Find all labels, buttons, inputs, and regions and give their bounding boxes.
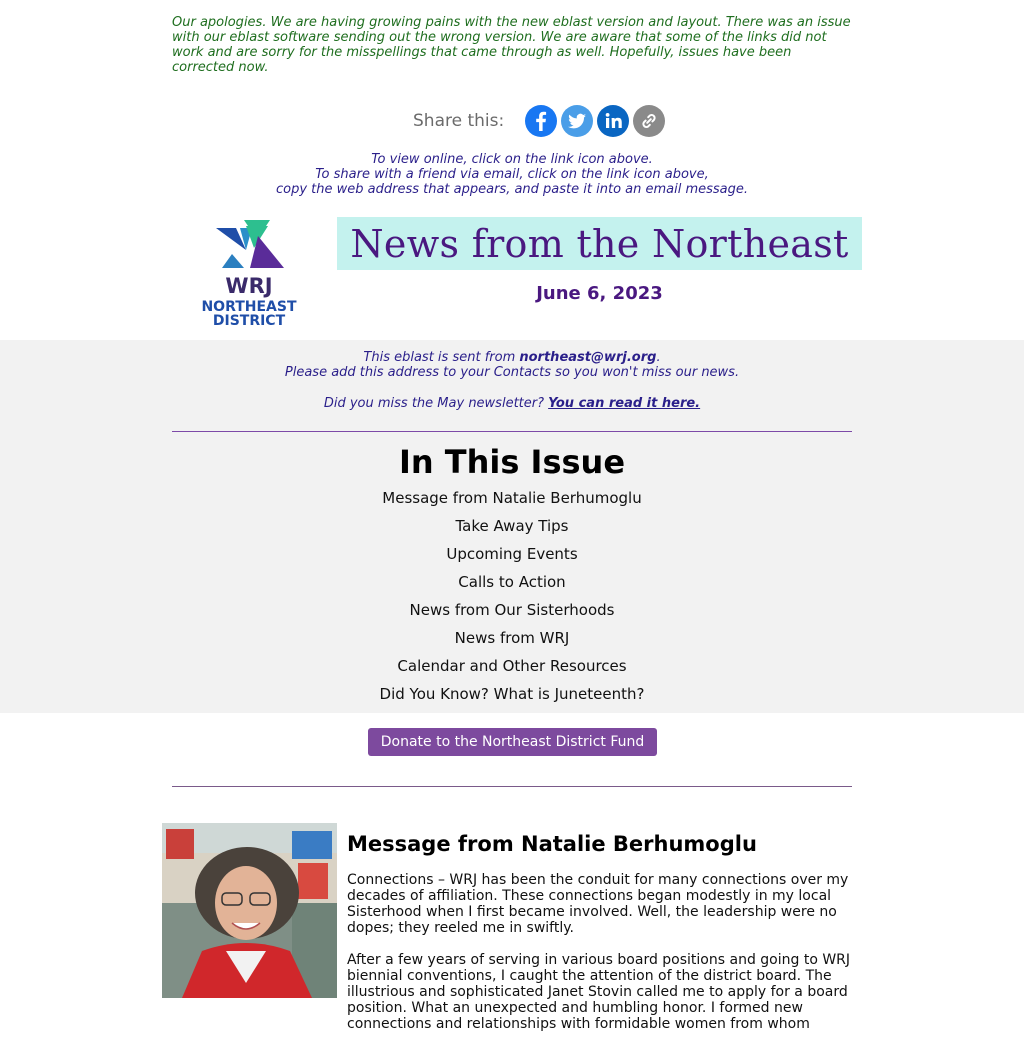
copy-link-button[interactable] xyxy=(633,105,665,137)
twitter-icon xyxy=(561,105,593,137)
link-icon xyxy=(633,105,665,137)
share-label: Share this: xyxy=(413,111,505,131)
toc-link[interactable]: Upcoming Events xyxy=(446,545,578,563)
facebook-icon xyxy=(525,105,557,137)
instruction-line: To view online, click on the link icon above. xyxy=(371,152,653,167)
logo-text-northeast: NORTHEAST xyxy=(201,299,297,315)
toc-link[interactable]: Calls to Action xyxy=(458,573,566,591)
author-photo xyxy=(162,823,337,998)
toc-link[interactable]: Calendar and Other Resources xyxy=(397,657,627,675)
sender-notice xyxy=(172,350,852,411)
toc-heading: In This Issue xyxy=(398,443,626,481)
logo-text-wrj: WRJ xyxy=(225,274,273,298)
instruction-line: copy the web address that appears, and paste it into an email message. xyxy=(275,182,749,197)
toc-link[interactable]: Did You Know? What is Juneteenth? xyxy=(379,685,645,703)
notice-prefix: This eblast is sent from xyxy=(363,350,520,365)
notice-line2: Please add this address to your Contacts so you won't miss our news. xyxy=(284,365,740,380)
message-heading: Message from Natalie Berhumoglu xyxy=(347,832,757,856)
linkedin-share-button[interactable] xyxy=(597,105,629,137)
wrj-logo xyxy=(188,214,312,330)
twitter-share-button[interactable] xyxy=(561,105,593,137)
share-instructions xyxy=(172,152,852,197)
may-newsletter-link[interactable]: You can read it here. xyxy=(548,396,701,411)
table-of-contents xyxy=(172,487,852,711)
share-bar xyxy=(413,104,669,138)
divider xyxy=(172,431,852,432)
facebook-share-button[interactable] xyxy=(525,105,557,137)
message-paragraph: Connections – WRJ has been the conduit for many connections over my decades of affiliation. These connections began modestly in my local Sisterhood when I first became involved. Well, the leadership were no dopes; they reeled me in swiftly. xyxy=(347,872,849,936)
newsletter-date: June 6, 2023 xyxy=(536,283,663,304)
message-paragraph: After a few years of serving in various board positions and going to WRJ biennial conventions, I caught the attention of the district board. The illustrious and sophisticated Janet Stovin called me to apply for a board position. What an unexpected and humbling honor. I formed new connections and relationships with formidable women from whom xyxy=(347,952,851,1032)
divider xyxy=(172,786,852,787)
missed-prefix: Did you miss the May newsletter? xyxy=(323,396,549,411)
notice-suffix: . xyxy=(656,350,661,365)
logo-text-district: DISTRICT xyxy=(212,313,286,329)
linkedin-icon xyxy=(597,105,629,137)
toc-link[interactable]: Message from Natalie Berhumoglu xyxy=(382,489,642,507)
newsletter-banner xyxy=(337,217,862,270)
toc-link[interactable]: News from WRJ xyxy=(454,629,570,647)
toc-link[interactable]: News from Our Sisterhoods xyxy=(409,601,615,619)
apology-note: Our apologies. We are having growing pains with the new eblast version and layout. There was an issue with our eblast software sending out the wrong version. We are aware that some of the links did not work and are sorry for the misspellings that came through as well. Hopefully, issues have been corrected now. xyxy=(172,15,851,75)
instruction-line: To share with a friend via email, click on the link icon above, xyxy=(315,167,709,182)
newsletter-title: News from the Northeast xyxy=(350,221,849,266)
sender-email[interactable]: northeast@wrj.org xyxy=(519,350,657,365)
message-body xyxy=(347,872,852,1048)
toc-link[interactable]: Take Away Tips xyxy=(455,517,569,535)
donate-button[interactable]: Donate to the Northeast District Fund xyxy=(368,728,657,756)
